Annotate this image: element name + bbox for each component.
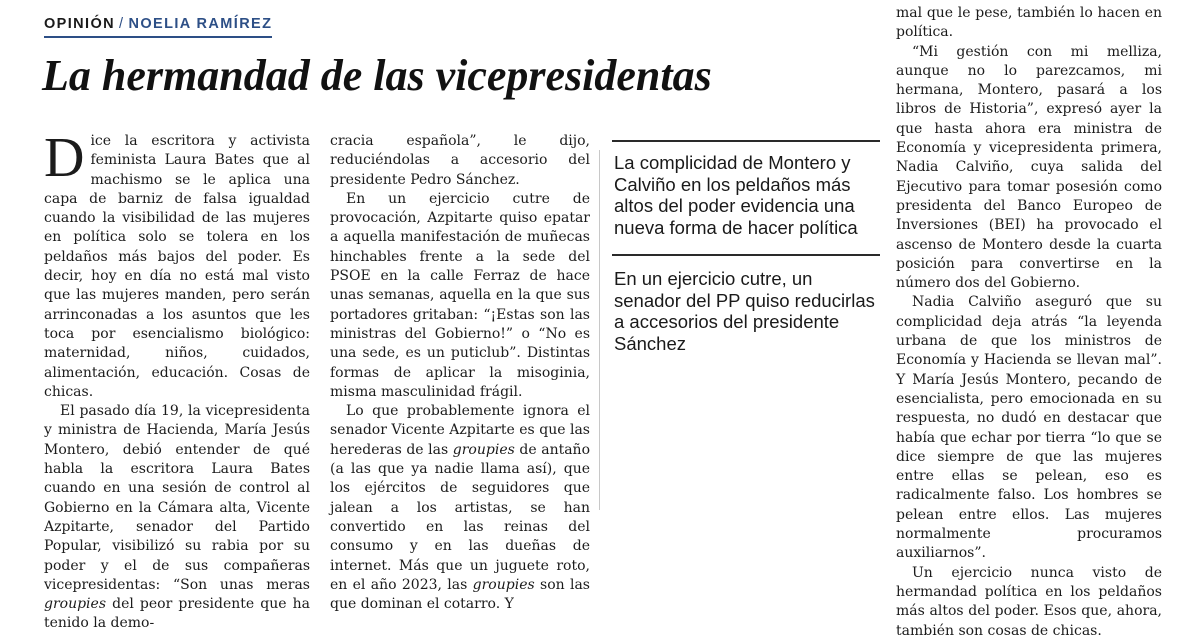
paragraph-text: del peor presidente que ha tenido la demo- xyxy=(44,596,310,632)
article-title: La hermandad de las vicepresidentas xyxy=(42,51,712,100)
emphasis-text: groupies xyxy=(472,576,535,593)
article-column-1 xyxy=(44,127,310,634)
paragraph: mal que le pese, también lo hacen en política. xyxy=(896,5,1162,41)
paragraph xyxy=(44,402,310,634)
pullquote-2: En un ejercicio cutre, un senador del PP quiso reducirlas a accesorios del presidente Sánchez xyxy=(614,268,875,354)
header-separator: / xyxy=(119,16,125,32)
column-divider xyxy=(599,150,600,510)
emphasis-text: groupies xyxy=(44,596,107,613)
paragraph-text: El pasado día 19, la vicepresidenta y ministra de Hacienda, María Jesús Montero, debió entender de qué habla la escritora Laura Bates cuando en una sesión de control al Gobierno en la Cámara alta, Vicente Azpitarte, senador del Partido Popular, visibilizó su rabia por su poder y el de sus compañeras vicepresidentas: “Son unas meras xyxy=(44,403,310,593)
paragraph-text: ice la escritora y activista feminista Laura Bates que al machismo se le aplica una capa de barniz de falsa igualdad cuando la visibilidad de las mujeres en política solo se tolera en los peldaños más bajos del poder. Es decir, hoy en día no está mal visto que las mujeres manden, pero serán arrinconadas a los asuntos que les toca por esencialismo biológico: maternidad, niños, cuidados, alimentación, educación. Cosas de chicas. xyxy=(44,133,310,400)
paragraph: En un ejercicio cutre de provocación, Azpitarte quiso epatar a aquella manifestación de muñecas hinchables frente a la sede del PSOE en la calle Ferraz de hace unas semanas, aquella en la que sus portadores gritaban: “¡Estas son las ministras del Gobierno!” o “No es una sede, es un puticlub”. Distintas formas de aplicar la misoginia, misma masculinidad frágil. xyxy=(330,190,590,400)
paragraph-text: son las que dominan el cotarro. Y xyxy=(330,576,590,613)
paragraph-text: Lo que probablemente ignora el senador Vicente Azpitarte es que las herederas de las xyxy=(330,403,590,458)
paragraph: Un ejercicio nunca visto de hermandad política en los peldaños más altos del poder. Esos que, ahora, también son cosas de chicas. xyxy=(896,564,1162,639)
pullquote-rule xyxy=(612,140,880,142)
article-column-2 xyxy=(330,132,590,614)
paragraph: cracia española”, le dijo, reduciéndolas a accesorio del presidente Pedro Sánchez. xyxy=(330,133,590,188)
emphasis-text: groupies xyxy=(452,441,515,458)
section-header xyxy=(44,16,272,38)
article-column-3 xyxy=(896,4,1162,641)
author-name: NOELIA RAMÍREZ xyxy=(128,16,273,32)
section-label: OPINIÓN xyxy=(44,16,116,32)
pullquote-rule xyxy=(612,254,880,256)
paragraph xyxy=(330,402,590,614)
paragraph xyxy=(44,127,310,402)
paragraph-text: de antaño (a las que ya nadie llama así), que los ejércitos de seguidores que jalean a los artistas, se han convertido en las reinas del consumo y en las dueñas de internet. Más que un juguete roto, en el año 2023, las xyxy=(330,441,591,593)
drop-cap: D xyxy=(44,127,85,189)
pullquote-1: La complicidad de Montero y Calviño en los peldaños más altos del poder evidencia una nueva forma de hacer política xyxy=(614,152,858,238)
paragraph: Nadia Calviño aseguró que su complicidad deja atrás “la leyenda urbana de que los ministros de Economía y Hacienda se llevan mal”. Y María Jesús Montero, pecando de esencialista, pero emocionada en su respuesta, no dudó en destacar que había que echar por tierra “lo que se dice siempre de que las mujeres entre ellas se pelean, eso es radicalmente falso. Los hombres se pelean entre ellos. Las mujeres normalmente procuramos auxiliarnos”. xyxy=(896,294,1162,562)
paragraph: “Mi gestión con mi melliza, aunque no lo parezcamos, mi hermana, Montero, pasará a los libros de Historia”, expresó ayer la que hasta ahora era ministra de Economía y vicepresidenta primera, Nadia Calviño, cuya salida del Ejecutivo para tomar posesión como presidenta del Banco Europeo de Inversiones (BEI) ha provocado el ascenso de Montero desde la cuarta posición para convertirse en la número dos del Gobierno. xyxy=(896,43,1162,292)
